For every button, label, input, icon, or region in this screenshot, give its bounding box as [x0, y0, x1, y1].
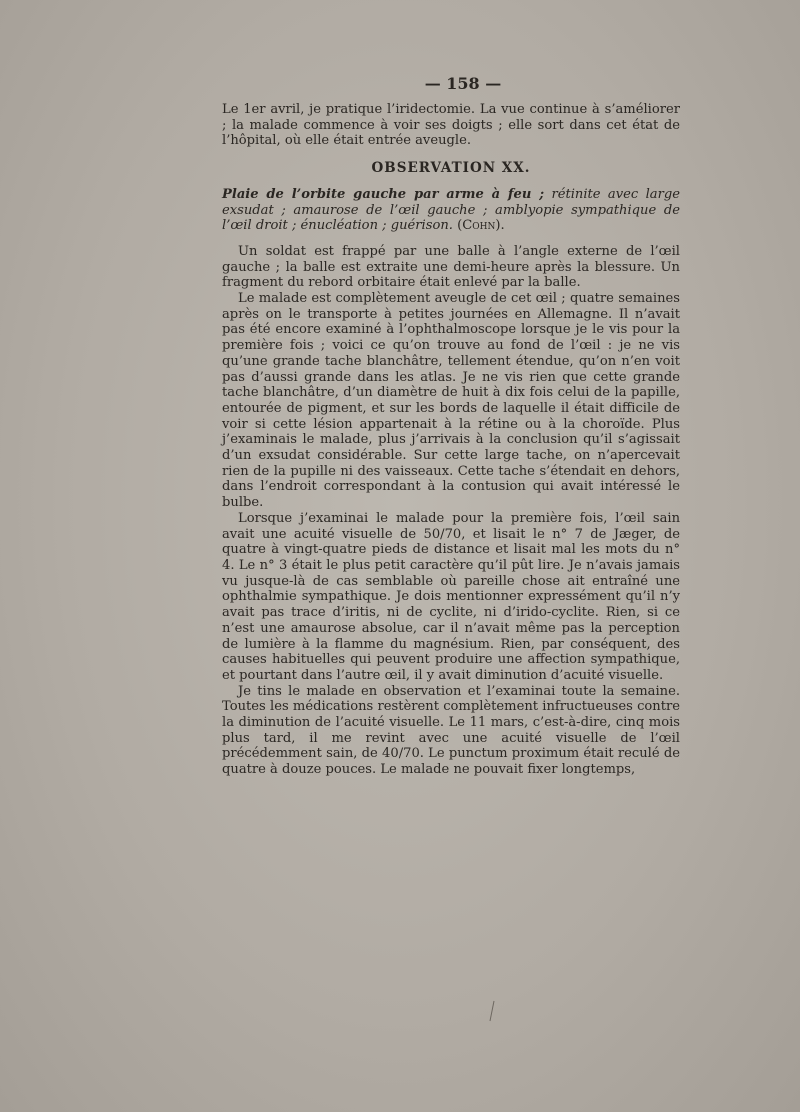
observation-title [222, 187, 680, 234]
paragraph-body: Je tins le malade en observation et l’examinai toute la semaine. Toutes les médications restèrent complètement infructueuses contre la diminution de l’acuité visuelle. Le 11 mars, c’est-à-dire, cinq mois plus tard, il me revint avec une acuité visuelle de l’œil précédemment sain, de 40/70. Le punctum proximum était reculé de quatre à douze pouces. Le malade ne pouvait fixer longtemps, [222, 683, 680, 778]
paragraph-body: Le malade est complètement aveugle de cet œil ; quatre semaines après on le transporte à petites journées en Allemagne. Il n’avait pas été encore examiné à l’ophthalmoscope lorsque je le vis pour la première fois ; voici ce qu’on trouve au fond de l’œil : je ne vis qu’une grande tache blanchâtre, tellement étendue, qu’on n’en voit pas d’aussi grande dans les atlas. Je ne vis rien que cette grande tache blanchâtre, d’un diamètre de huit à dix fois celui de la papille, entourée de pigment, et sur les bords de laquelle il était difficile de voir si cette lésion appartenait à la rétine ou à la choroïde. Plus j’examinais le malade, plus j’arrivais à la conclusion qu’il s’agissait d’un exsudat considérable. Sur cette large tache, on n’apercevait rien de la pupille ni des vaisseaux. Cette tache s’étendait en dehors, dans l’endroit correspondant à la contusion qui avait intéressé le bulbe. [222, 291, 680, 511]
paragraph-body: Lorsque j’examinai le malade pour la première fois, l’œil sain avait une acuité visuelle de 50/70, et lisait le n° 7 de Jæger, de quatre à vingt-quatre pieds de distance et lisait mal les mots du n° 4. Le n° 3 était le plus petit caractère qu’il pût lire. Je n’avais jamais vu jusque-là de cas semblable où pareille chose ait entraîné une ophthalmie sympathique. Je dois mentionner expressément qu’il n’y avait pas trace d’iritis, ni de cyclite, ni d’irido-cyclite. Rien, si ce n’est une amaurose absolue, car il n’avait même pas la perception de lumière à la flamme du magnésium. Rien, par conséquent, des causes habituelles qui peuvent produire une affection sympathique, et pourtant dans l’autre œil, il y avait diminution d’acuité visuelle. [222, 510, 680, 683]
paragraph-body: Un soldat est frappé par une balle à l’angle externe de l’œil gauche ; la balle est extraite une demi-heure après la blessure. Un fragment du rebord orbitaire était enlevé par la balle. [222, 243, 680, 291]
paragraph-intro: Le 1er avril, je pratique l’iridectomie. La vue continue à s’améliorer ; la malade commence à voir ses doigts ; elle sort dans cet état de l’hôpital, où elle était entrée aveugle. [222, 102, 680, 149]
observation-title-rest: rétinite avec large exsudat ; amaurose de l’œil gauche ; amblyopie sympathique de l’œil droit ; énucléation ; guérison. [222, 186, 681, 234]
page-text [222, 72, 680, 778]
page-number: — 158 — [424, 74, 502, 93]
observation-author: (Cohn). [457, 218, 505, 234]
pencil-mark [487, 1000, 497, 1022]
observation-heading: OBSERVATION XX. [371, 160, 531, 177]
observation-title-lead: Plaie de l’orbite gauche par arme à feu ; [222, 186, 545, 202]
